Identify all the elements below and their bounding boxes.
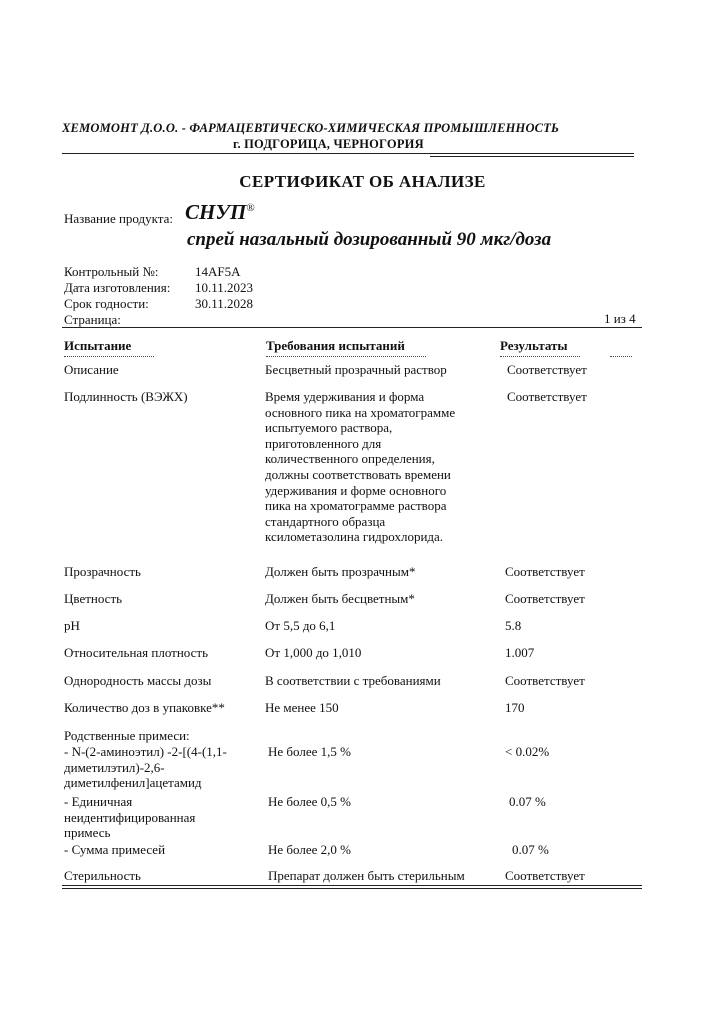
req-line: пика на хроматограмме раствора	[265, 498, 447, 514]
page-rule	[62, 327, 642, 328]
meta-value-batch: 14AF5A	[195, 264, 241, 279]
req-line: количественного определения,	[265, 451, 435, 467]
footer-rule-top	[62, 885, 642, 886]
col-header-results: Результаты	[500, 338, 568, 353]
meta-label-expiry: Срок годности:	[64, 296, 149, 311]
impurity-name-line: неидентифицированная	[64, 809, 196, 825]
req-description: Бесцветный прозрачный раствор	[265, 362, 447, 377]
req-density: От 1,000 до 1,010	[265, 645, 362, 660]
test-dose-uniformity: Однородность массы дозы	[64, 673, 212, 688]
req-line: Время удерживания и форма	[265, 389, 425, 404]
impurity-name-line: - N-(2-аминоэтил) -2-[(4-(1,1-	[64, 744, 227, 759]
req-line: стандартного образца	[265, 513, 386, 529]
result-description: Соответствует	[507, 362, 587, 377]
page-indicator: 1 из 4	[604, 311, 636, 326]
header-underline-extra	[610, 356, 632, 357]
req-line: основного пика на хроматограмме	[265, 404, 456, 420]
req-ph: От 5,5 до 6,1	[265, 618, 336, 633]
meta-label-batch: Контрольный №:	[64, 264, 159, 279]
company-name: ХЕМОМОНТ Д.О.О. - ФАРМАЦЕВТИЧЕСКО-ХИМИЧЕСКАЯ ПРОМЫШЛЕННОСТЬ	[62, 121, 560, 135]
result-density: 1.007	[505, 645, 535, 660]
product-description: спрей назальный дозированный 90 мкг/доза	[187, 229, 552, 250]
impurity-3-result: 0.07 %	[512, 842, 549, 857]
req-line: должны соответствовать времени	[265, 466, 451, 482]
product-name	[185, 200, 255, 225]
result-sterility: Соответствует	[505, 868, 585, 883]
req-identity-hplc	[265, 389, 455, 545]
result-ph: 5.8	[505, 618, 522, 633]
test-dose-count: Количество доз в упаковке**	[64, 700, 225, 715]
header-underline-test	[64, 356, 154, 357]
req-line: ксилометазолина гидрохлорида.	[265, 529, 444, 545]
result-dose-uniformity: Соответствует	[505, 673, 585, 688]
product-name-text: СНУП	[185, 200, 247, 224]
result-color: Соответствует	[505, 591, 585, 606]
impurity-name-line: диметилэтил)-2,6-	[64, 759, 165, 775]
impurity-name-line: диметилфенил]ацетамид	[64, 775, 202, 791]
impurity-2-result: 0.07 %	[509, 794, 546, 809]
impurity-3-name	[64, 842, 165, 858]
test-color: Цветность	[64, 591, 123, 606]
meta-value-manufacture: 10.11.2023	[195, 280, 254, 295]
req-color: Должен быть бесцветным*	[265, 591, 415, 606]
impurity-2-name	[64, 794, 195, 841]
req-dose-uniformity: В соответствии с требованиями	[265, 673, 441, 688]
meta-value-expiry: 30.11.2028	[195, 296, 254, 311]
registered-mark: ®	[246, 202, 255, 214]
certificate-title: СЕРТИФИКАТ ОБ АНАЛИЗЕ	[239, 172, 486, 191]
req-dose-count: Не менее 150	[265, 700, 339, 715]
test-sterility: Стерильность	[64, 868, 141, 883]
company-city: г. ПОДГОРИЦА, ЧЕРНОГОРИЯ	[233, 137, 424, 151]
impurity-1-name	[64, 744, 227, 791]
impurity-1-result: < 0.02%	[505, 744, 550, 759]
req-line: удерживания и форме основного	[265, 482, 447, 498]
impurity-1-req: Не более 1,5 %	[268, 744, 351, 759]
result-clarity: Соответствует	[505, 564, 585, 579]
header-rule-short	[430, 156, 634, 157]
result-identity-hplc: Соответствует	[507, 389, 587, 404]
req-clarity: Должен быть прозрачным*	[265, 564, 416, 579]
meta-label-manufacture: Дата изготовления:	[64, 280, 171, 295]
col-header-requirements: Требования испытаний	[266, 338, 405, 353]
impurity-name-line: примесь	[64, 825, 111, 841]
req-line: испытуемого раствора,	[265, 420, 393, 436]
col-header-test: Испытание	[64, 338, 132, 353]
result-dose-count: 170	[505, 700, 525, 715]
test-clarity: Прозрачность	[64, 564, 141, 579]
req-line: приготовленного для	[265, 435, 382, 451]
product-name-label: Название продукта:	[64, 211, 174, 226]
impurity-name-line: - Сумма примесей	[64, 842, 166, 857]
impurity-2-req: Не более 0,5 %	[268, 794, 351, 809]
footer-rule-bottom	[62, 888, 642, 889]
req-sterility: Препарат должен быть стерильным	[268, 868, 465, 883]
test-density: Относительная плотность	[64, 645, 209, 660]
test-description: Описание	[64, 362, 119, 377]
impurity-name-line: - Единичная	[64, 794, 133, 809]
header-underline-results	[500, 356, 580, 357]
test-ph: pH	[64, 618, 80, 633]
meta-label-page: Страница:	[64, 312, 121, 327]
header-underline-req	[266, 356, 426, 357]
header-rule	[62, 153, 634, 154]
impurities-title: Родственные примеси:	[64, 728, 190, 743]
impurity-3-req: Не более 2,0 %	[268, 842, 351, 857]
test-identity-hplc: Подлинность (ВЭЖХ)	[64, 389, 188, 404]
